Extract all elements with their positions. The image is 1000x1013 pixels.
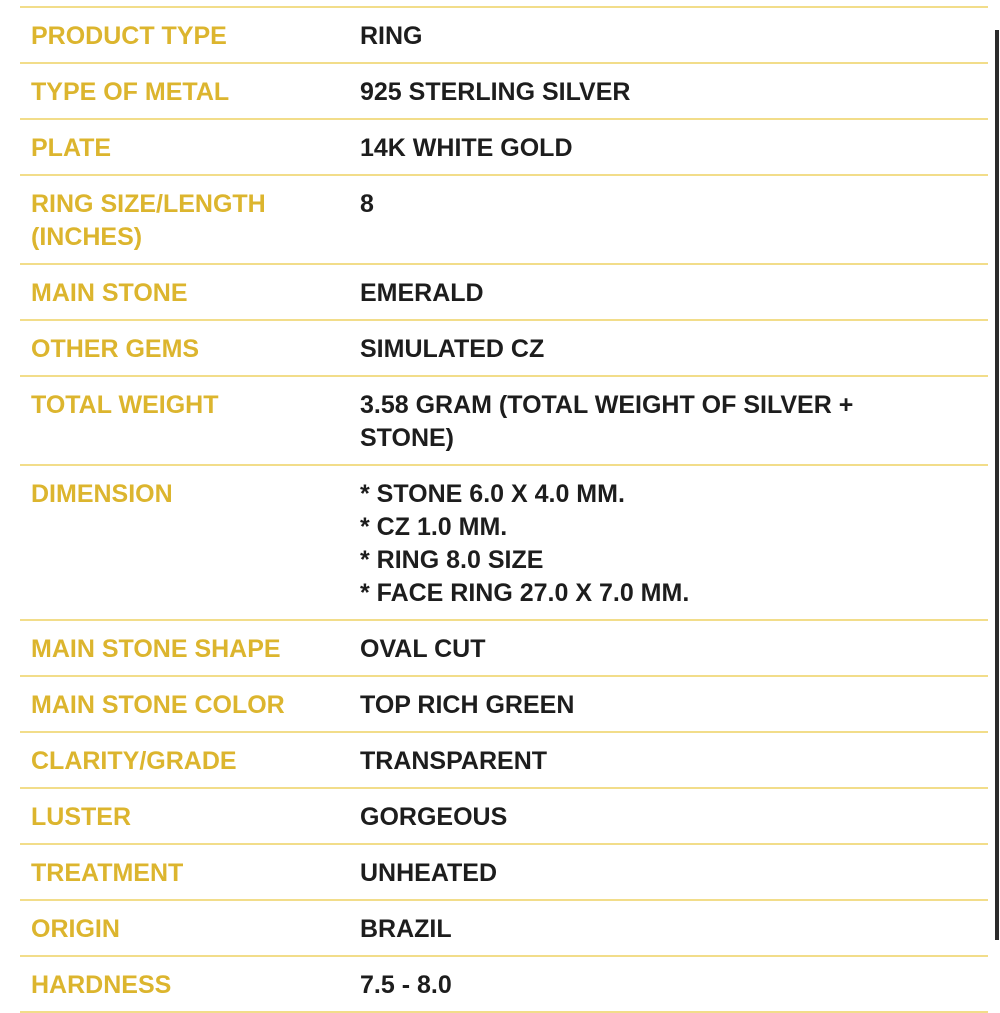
spec-value-line: * CZ 1.0 MM. — [360, 513, 508, 541]
spec-value — [360, 621, 988, 675]
spec-value-line: UNHEATED — [360, 859, 498, 887]
spec-label: OTHER GEMS — [31, 335, 200, 363]
spec-value-line: 3.58 GRAM (TOTAL WEIGHT OF SILVER + — [360, 391, 854, 419]
spec-row-ring-size — [20, 176, 988, 265]
spec-value-line: TRANSPARENT — [360, 747, 548, 775]
spec-value-line: 14K WHITE GOLD — [360, 134, 573, 162]
spec-value — [360, 64, 988, 118]
spec-value-line: 8 — [360, 190, 374, 218]
spec-value — [360, 265, 988, 319]
spec-label: ORIGIN — [31, 915, 120, 943]
spec-value — [360, 120, 988, 174]
spec-row-plate — [20, 120, 988, 176]
spec-value-line: 7.5 - 8.0 — [360, 971, 452, 999]
spec-value-line: TOP RICH GREEN — [360, 691, 575, 719]
scrollbar-edge — [995, 30, 999, 940]
spec-value — [360, 845, 988, 899]
spec-value — [360, 8, 988, 62]
spec-label: CLARITY/GRADE — [31, 747, 237, 775]
product-spec-table — [20, 6, 988, 1013]
spec-label: MAIN STONE — [31, 279, 188, 307]
spec-row-origin — [20, 901, 988, 957]
spec-value — [360, 677, 988, 731]
spec-value — [360, 901, 988, 955]
spec-row-main-stone-color — [20, 677, 988, 733]
spec-value-line: BRAZIL — [360, 915, 452, 943]
spec-value — [360, 733, 988, 787]
spec-label: HARDNESS — [31, 971, 172, 999]
spec-row-product-type — [20, 8, 988, 64]
spec-value-line: OVAL CUT — [360, 635, 486, 663]
spec-label: DIMENSION — [31, 480, 173, 508]
spec-label: TREATMENT — [31, 859, 184, 887]
spec-label: MAIN STONE SHAPE — [31, 635, 281, 663]
spec-label: LUSTER — [31, 803, 131, 831]
spec-value-line: * FACE RING 27.0 X 7.0 MM. — [360, 579, 690, 607]
spec-label: RING SIZE/LENGTH (INCHES) — [31, 190, 266, 251]
spec-row-clarity-grade — [20, 733, 988, 789]
spec-value — [360, 789, 988, 843]
spec-row-hardness — [20, 957, 988, 1013]
spec-value-line: STONE) — [360, 424, 454, 452]
spec-row-dimension — [20, 466, 988, 621]
spec-value — [360, 957, 988, 1011]
spec-value-line: EMERALD — [360, 279, 484, 307]
spec-value-line: * STONE 6.0 X 4.0 MM. — [360, 480, 625, 508]
spec-value-line: * RING 8.0 SIZE — [360, 546, 544, 574]
spec-label: TYPE OF METAL — [31, 78, 230, 106]
spec-value — [360, 321, 988, 375]
spec-value-line: SIMULATED CZ — [360, 335, 545, 363]
spec-value — [360, 466, 988, 619]
spec-value — [360, 176, 988, 263]
spec-label: PRODUCT TYPE — [31, 22, 227, 50]
spec-row-treatment — [20, 845, 988, 901]
spec-label: PLATE — [31, 134, 112, 162]
spec-value-line: 925 STERLING SILVER — [360, 78, 631, 106]
spec-value — [360, 377, 988, 464]
spec-row-total-weight — [20, 377, 988, 466]
spec-value-line: GORGEOUS — [360, 803, 508, 831]
spec-row-other-gems — [20, 321, 988, 377]
spec-label: TOTAL WEIGHT — [31, 391, 219, 419]
spec-row-main-stone — [20, 265, 988, 321]
spec-row-luster — [20, 789, 988, 845]
spec-row-main-stone-shape — [20, 621, 988, 677]
spec-label: MAIN STONE COLOR — [31, 691, 285, 719]
spec-value-line: RING — [360, 22, 423, 50]
spec-row-type-of-metal — [20, 64, 988, 120]
